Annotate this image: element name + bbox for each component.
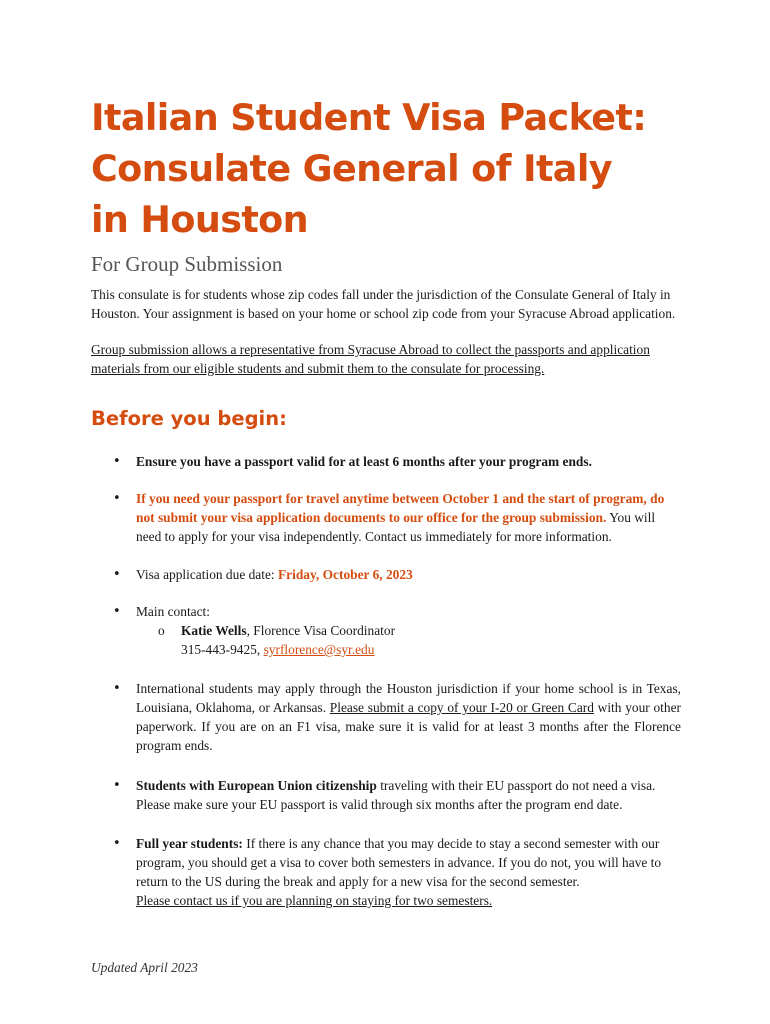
full-year-contact-note: Please contact us if you are planning on staying for two semesters.: [136, 893, 493, 908]
international-rest: with your other paperwork. If you are on an F1 visa, make sure it is valid for at least 3 months after the Florence program ends.: [136, 700, 681, 753]
document-title: Italian Student Visa Packet: Consulate General of Italy in Houston: [91, 96, 647, 241]
list-item-full-year: [91, 834, 681, 910]
passport-requirement: Ensure you have a passport valid for at least 6 months after your program ends.: [136, 454, 592, 469]
main-contact-label: • Main contact:: [136, 604, 210, 619]
contact-phone: 315-443-9425,: [181, 642, 264, 657]
full-year-label: Full year students:: [136, 836, 243, 851]
due-date-value: Friday, October 6, 2023: [277, 567, 413, 582]
travel-followup: You will need to apply for your visa independently. Contact us immediately for more information.: [136, 510, 656, 544]
eu-citizenship-label: Students with European Union citizenship: [136, 778, 377, 793]
before-you-begin-heading: Before you begin:: [91, 407, 287, 430]
intro-paragraph: This consulate is for students whose zip codes fall under the jurisdiction of the Consulate General of Italy in Houston. Your assignment is based on your home or school zip code from your Syracuse Abroad application.: [91, 287, 676, 321]
document-page: [91, 92, 691, 910]
contact-details: [136, 621, 681, 659]
requirements-list: [91, 452, 691, 910]
i20-green-card-note: Please submit a copy of your I-20 or Green Card: [329, 700, 594, 715]
group-submission-paragraph: Group submission allows a representative from Syracuse Abroad to collect the passports and application materials from our eligible students and submit them to the consulate for processing.: [91, 342, 650, 376]
contact-role: , Florence Visa Coordinator: [246, 623, 396, 638]
sub-bullet-marker: o: [158, 623, 165, 638]
list-item-main-contact: [91, 602, 681, 659]
list-item-eu-citizens: [91, 776, 681, 814]
list-item-passport: [91, 452, 681, 471]
list-item-travel-warning: [91, 489, 681, 546]
updated-date-footer: Updated April 2023: [91, 960, 198, 975]
international-text: International students may apply through the Houston jurisdiction if your home school is in Texas, Louisiana, Oklahoma, or Arkansas.: [136, 681, 681, 715]
eu-citizenship-text: traveling with their EU passport do not need a visa. Please make sure your EU passport is valid through six months after the program end date.: [136, 778, 656, 812]
due-date-label: Visa application due date:: [136, 567, 278, 582]
document-subtitle: For Group Submission: [91, 252, 283, 276]
list-item-due-date: [91, 565, 681, 584]
contact-name: Katie Wells: [181, 623, 247, 638]
contact-email-link[interactable]: syrflorence@syr.edu: [263, 642, 375, 657]
list-item-international: [91, 679, 681, 755]
full-year-text: If there is any chance that you may decide to stay a second semester with our program, you should get a visa to cover both semesters in advance. If you do not, you will have to return to the US during the break and apply for a new visa for the second semester.: [136, 836, 662, 889]
travel-warning: If you need your passport for travel anytime between October 1 and the start of program, do not submit your visa application documents to our office for the group submission.: [136, 491, 665, 525]
